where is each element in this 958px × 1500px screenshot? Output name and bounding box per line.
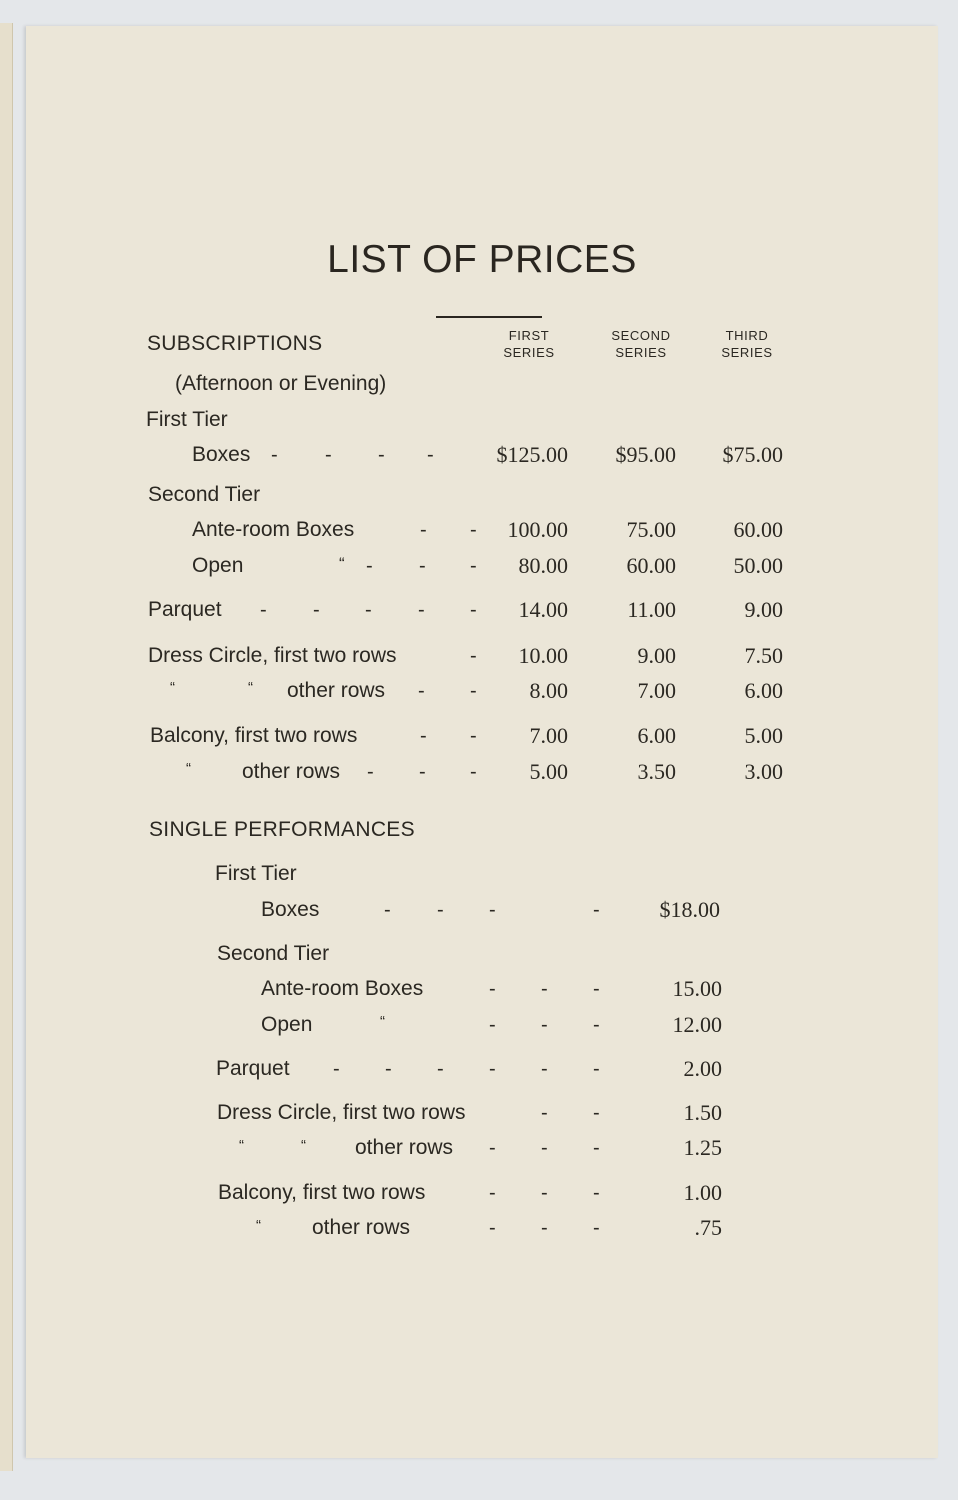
facing-page-edge (0, 23, 13, 1471)
leader-dash: - (541, 1014, 548, 1036)
price-first-series: 8.00 (529, 678, 568, 703)
leader-dash: - (437, 1058, 444, 1080)
leader-dash: - (593, 1102, 600, 1124)
leader-dash: - (333, 1058, 340, 1080)
price-first-series: 7.00 (529, 723, 568, 748)
leader-dash: - (367, 761, 374, 783)
row-label: other rows (355, 1136, 454, 1159)
price-first-series: 100.00 (507, 517, 568, 542)
price-third-series: 50.00 (733, 553, 783, 578)
row-label: other rows (312, 1216, 411, 1239)
leader-dash: - (384, 899, 391, 921)
row-label: Balcony, first two rows (218, 1181, 426, 1204)
price: 1.50 (683, 1100, 722, 1125)
row-label: Parquet (148, 598, 222, 621)
ditto-mark: “ (170, 679, 175, 696)
price: 1.25 (683, 1135, 722, 1160)
ditto-mark: “ (339, 554, 345, 573)
price-third-series: 7.50 (744, 643, 783, 668)
column-header-line: FIRST (508, 328, 550, 343)
leader-dash: - (593, 1014, 600, 1036)
leader-dash: - (541, 978, 548, 1000)
price-first-series: 14.00 (518, 597, 568, 622)
leader-dash: - (271, 444, 278, 466)
ditto-mark: “ (256, 1217, 261, 1234)
leader-dash: - (489, 1182, 496, 1204)
price-second-series: 11.00 (627, 597, 676, 622)
price: 1.00 (683, 1180, 722, 1205)
leader-dash: - (489, 1217, 496, 1239)
row-label: Dress Circle, first two rows (217, 1101, 466, 1124)
leader-dash: - (470, 599, 477, 621)
leader-dash: - (489, 1137, 496, 1159)
ditto-mark: “ (248, 679, 253, 696)
ditto-mark: “ (380, 1013, 385, 1030)
ditto-mark: “ (186, 760, 191, 777)
title-rule (436, 316, 542, 318)
price: $18.00 (659, 897, 720, 922)
leader-dash: - (325, 444, 332, 466)
leader-dash: - (470, 519, 477, 541)
leader-dash: - (419, 555, 426, 577)
leader-dash: - (418, 599, 425, 621)
ditto-mark: “ (301, 1137, 306, 1154)
price-first-series: 10.00 (518, 643, 568, 668)
leader-dash: - (593, 899, 600, 921)
leader-dash: - (470, 555, 477, 577)
leader-dash: - (378, 444, 385, 466)
price: 15.00 (672, 976, 722, 1001)
ditto-mark: “ (239, 1137, 244, 1154)
leader-dash: - (541, 1058, 548, 1080)
row-label: Dress Circle, first two rows (148, 644, 397, 667)
price-third-series: 3.00 (744, 759, 783, 784)
price: .75 (694, 1215, 722, 1240)
price: 12.00 (672, 1012, 722, 1037)
single-performances-heading: SINGLE PERFORMANCES (149, 818, 415, 841)
row-label: other rows (287, 679, 386, 702)
leader-dash: - (313, 599, 320, 621)
leader-dash: - (593, 1058, 600, 1080)
column-header-line: SERIES (503, 345, 555, 360)
row-label: Balcony, first two rows (150, 724, 358, 747)
column-header-third-series (702, 327, 792, 361)
leader-dash: - (489, 1014, 496, 1036)
leader-dash: - (470, 680, 477, 702)
leader-dash: - (260, 599, 267, 621)
price: 2.00 (683, 1056, 722, 1081)
leader-dash: - (437, 899, 444, 921)
leader-dash: - (541, 1217, 548, 1239)
price-second-series: 7.00 (637, 678, 676, 703)
leader-dash: - (385, 1058, 392, 1080)
price-first-series: $125.00 (496, 442, 568, 467)
leader-dash: - (541, 1182, 548, 1204)
row-label: Ante-room Boxes (261, 977, 424, 1000)
group-label-second-tier: Second Tier (217, 942, 330, 965)
leader-dash: - (489, 899, 496, 921)
price-third-series: 6.00 (744, 678, 783, 703)
column-header-line: SERIES (615, 345, 667, 360)
leader-dash: - (489, 1058, 496, 1080)
group-label-first-tier: First Tier (215, 862, 297, 885)
leader-dash: - (541, 1137, 548, 1159)
column-header-first-series (484, 327, 574, 361)
leader-dash: - (541, 1102, 548, 1124)
subscriptions-heading: SUBSCRIPTIONS (147, 332, 323, 355)
row-label: Open (261, 1013, 313, 1036)
column-header-line: SECOND (611, 328, 671, 343)
price-first-series: 5.00 (529, 759, 568, 784)
price-second-series: 9.00 (637, 643, 676, 668)
leader-dash: - (593, 1217, 600, 1239)
row-label: Ante-room Boxes (192, 518, 355, 541)
leader-dash: - (593, 1137, 600, 1159)
row-label: Parquet (216, 1057, 290, 1080)
price-second-series: 60.00 (626, 553, 676, 578)
leader-dash: - (489, 978, 496, 1000)
leader-dash: - (420, 519, 427, 541)
page-title: LIST OF PRICES (327, 238, 637, 281)
price-third-series: 5.00 (744, 723, 783, 748)
group-label-first-tier: First Tier (146, 408, 228, 431)
leader-dash: - (420, 725, 427, 747)
price-second-series: 75.00 (626, 517, 676, 542)
price-third-series: 9.00 (744, 597, 783, 622)
column-header-second-series (596, 327, 686, 361)
price-second-series: 6.00 (637, 723, 676, 748)
column-header-line: THIRD (725, 328, 769, 343)
price-second-series: 3.50 (637, 759, 676, 784)
leader-dash: - (470, 725, 477, 747)
price-second-series: $95.00 (615, 442, 676, 467)
row-label: Open (192, 554, 244, 577)
leader-dash: - (366, 555, 373, 577)
row-label: other rows (242, 760, 341, 783)
leader-dash: - (419, 761, 426, 783)
group-label-second-tier: Second Tier (148, 483, 261, 506)
leader-dash: - (470, 761, 477, 783)
leader-dash: - (593, 978, 600, 1000)
price-third-series: 60.00 (733, 517, 783, 542)
leader-dash: - (593, 1182, 600, 1204)
subscriptions-subheading: (Afternoon or Evening) (175, 372, 387, 395)
leader-dash: - (427, 444, 434, 466)
leader-dash: - (365, 599, 372, 621)
row-label: Boxes (261, 898, 320, 921)
column-header-line: SERIES (721, 345, 773, 360)
row-label: Boxes (192, 443, 251, 466)
price-third-series: $75.00 (722, 442, 783, 467)
leader-dash: - (470, 645, 477, 667)
leader-dash: - (418, 680, 425, 702)
price-first-series: 80.00 (518, 553, 568, 578)
